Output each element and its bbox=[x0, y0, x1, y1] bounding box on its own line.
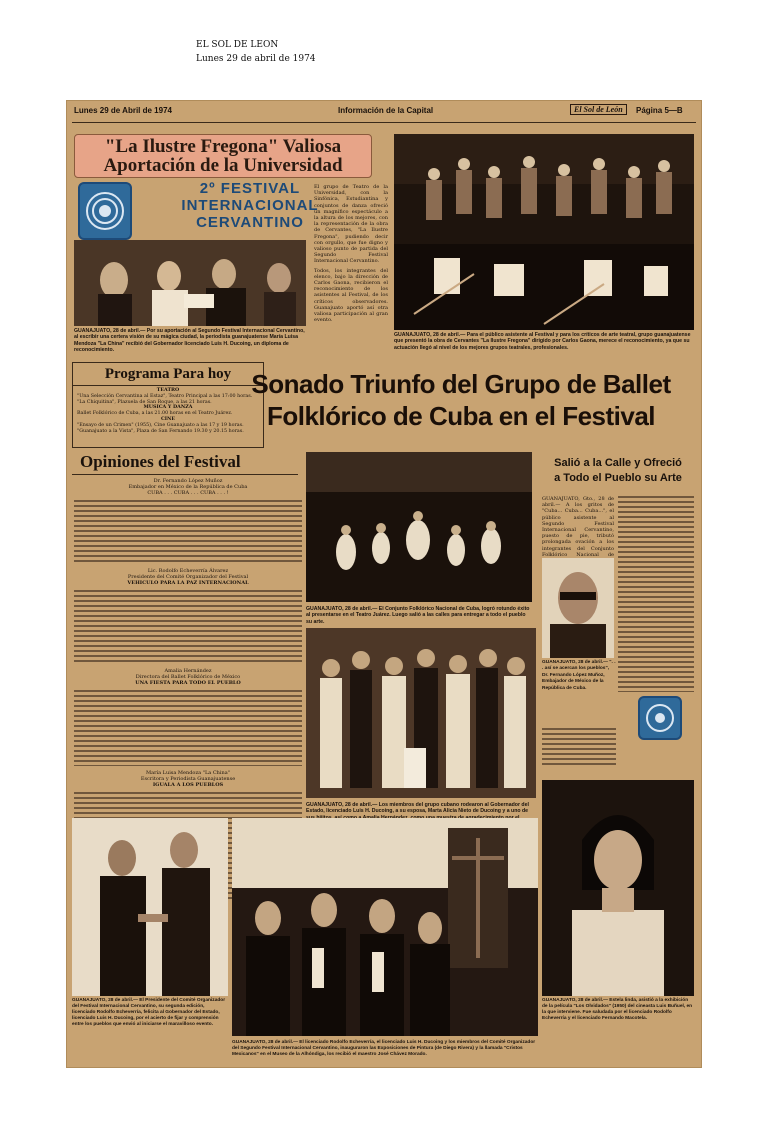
side-article-body: GUANAJUATO, Gto., 28 de abril.— A los gritos de "Cuba... Cuba... Cuba...", el público asistente al Segundo Festival Internacional Cervantino, puesto de pie, tributó prolongada ovación a los integrantes del Conjunto Folklórico Nacional de bbox=[542, 496, 614, 558]
photo-diploma bbox=[74, 240, 306, 326]
opiniones-byline-4 bbox=[74, 770, 302, 789]
side-headline-line1: Salió a la Calle y Ofreció bbox=[554, 457, 682, 469]
photo-dancers bbox=[306, 452, 532, 602]
photo-crowd bbox=[306, 628, 536, 798]
caption-theater: GUANAJUATO, 28 de abril.— Para el público asistente al Festival y para los críticos de arte teatral, grupo guanajuatense que presentó la obra de Cervantes "La Ilustre Fregona" dirigido por Carlos Gaona, merece el reconocimiento, ya que su actuación llegó al nivel de los mejores grupos teatrales, profesionales. bbox=[394, 332, 691, 351]
opiniones-text-block-1 bbox=[74, 500, 302, 564]
photo-ambassador-portrait bbox=[542, 558, 614, 658]
festival-logo-icon bbox=[78, 182, 132, 240]
article-fregona-body bbox=[314, 184, 388, 334]
programa-teatro-text: "Una Selección Cervantina al Estaz", Teatro Principal a las 17:00 horas. "La Chiquitina", Plazuela de San Roque, a las 21 horas. bbox=[77, 393, 253, 405]
festival-logo-small-icon bbox=[638, 696, 682, 740]
opiniones-byline3-role: Directora del Ballet Folklórico de México bbox=[135, 674, 241, 681]
programa-cine-label: CINE bbox=[160, 415, 176, 422]
masthead: El Sol de León bbox=[570, 104, 627, 115]
clipping-date: Lunes 29 de abril de 1974 bbox=[196, 54, 316, 64]
caption-handshake: GUANAJUATO, 28 de abril.— El Presidente del Comité Organizador del Festival Internacional Cervantino, su segunda edición, licenciado Rodolfo Echeverría, felicita al Gobernador del Estado, licenciado Luis H. Ducoing, por el acierto de fijar y comprensión entre los pueblos que envió al iniciarse el maravilloso evento. bbox=[72, 998, 226, 1027]
article-fregona-intro: El grupo de Teatro de la Universidad, con la Sinfónica, Estudiantina y conjuntos de danza ofreció un magnífico espectáculo a la altura de los mejores, con la representación de la obra de Cervantes, "La Ilustre Fregona", pudiendo decir con orgullo, que fue digno y valioso punto de partida del Segundo Festival Internacional Cervantino. bbox=[314, 184, 388, 265]
opiniones-text-block-2 bbox=[74, 590, 302, 664]
side-article-continued bbox=[542, 728, 616, 768]
header-date: Lunes 29 de Abril de 1974 bbox=[74, 106, 172, 115]
side-article-column-right bbox=[618, 496, 694, 692]
caption-diploma: GUANAJUATO, 28 de abril.— Por su aportación al Segundo Festival Internacional Cervantino, al escribir una certera visión de su mágica ciudad, la periodista guanajuatense María Luisa Mendoza "La China" recibió del Gobernador licenciado Luis H. Ducoing, un diploma de reconocimiento. bbox=[74, 328, 305, 354]
opiniones-byline2-role: Presidente del Comité Organizador del Festival bbox=[127, 574, 249, 581]
main-headline-line2: Folklórico de Cuba en el Festival bbox=[266, 401, 656, 431]
photo-theater-performance bbox=[394, 134, 694, 330]
header-section: Información de la Capital bbox=[338, 106, 434, 115]
opiniones-byline1-name: Dr. Fernando López Muñoz bbox=[153, 478, 223, 484]
main-headline bbox=[232, 368, 690, 432]
opiniones-byline4-name: María Luisa Mendoza "La China" bbox=[146, 770, 230, 776]
opiniones-title: Opiniones del Festival bbox=[80, 452, 241, 471]
caption-ambassador: GUANAJUATO, 28 de abril.— ". . . así se acercan los pueblos", Dr. Fernando López Muñoz, Embajador de México de la República de Cuba. bbox=[542, 660, 616, 691]
programa-title: Programa Para hoy bbox=[73, 363, 263, 386]
opiniones-byline3-name: Amalia Hernández bbox=[164, 668, 212, 674]
photo-handshake bbox=[72, 818, 228, 996]
opiniones-head3: UNA FIESTA PARA TODO EL PUEBLO bbox=[135, 680, 241, 687]
programa-musica-text: Ballet Folklórico de Cuba, a las 21.00 horas en el Teatro Juárez. bbox=[77, 411, 233, 417]
caption-dancers: GUANAJUATO, 28 de abril.— El Conjunto Folklórico Nacional de Cuba, logró rotundo éxito al presentarse en el Teatro Juárez. Luego salió a las calles para entregar a todo el pueblo su arte. bbox=[306, 606, 530, 625]
opiniones-byline4-role: Escritora y Periodista Guanajuatense bbox=[140, 776, 236, 783]
festival-title-line2: INTERNACIONAL bbox=[181, 197, 319, 214]
clipping-newspaper: EL SOL DE LEON bbox=[196, 40, 279, 50]
caption-exhibition: GUANAJUATO, 28 de abril.— El licenciado Rodolfo Echeverría, el licenciado Luis H. Ducoing y los miembros del Comité Organizador del Segundo Festival Internacional Cervantino, inauguraron las Exposiciones de Pintura (de Diego Rivera) y la llamada "Cristos Mexicanos" en el Museo de la Alhóndiga, los recibió el maestro José Chávez Morado. bbox=[232, 1040, 536, 1057]
photo-actress bbox=[542, 780, 694, 996]
page-number: Página 5—B bbox=[636, 106, 683, 115]
festival-title-line3: CERVANTINO bbox=[196, 214, 304, 231]
opiniones-byline1-role: Embajador en México de la República de Cuba bbox=[128, 484, 248, 491]
opiniones-head4: IGUALA A LOS PUEBLOS bbox=[152, 782, 224, 789]
programa-musica-label: MUSICA Y DANZA bbox=[143, 404, 193, 411]
opiniones-byline-2 bbox=[74, 568, 302, 587]
photo-exhibition bbox=[232, 818, 538, 1036]
programa-cine-text: "Ensayo de un Crimen" (1955), Cine Guanajuato a las 17 y 19 horas. "Guanajuato a la Vista", Plaza de San Fernando 19.30 y 20.15 horas. bbox=[77, 422, 244, 434]
header-rule bbox=[72, 122, 696, 123]
opiniones-text-block-3 bbox=[74, 690, 302, 766]
caption-crowd: GUANAJUATO, 28 de abril.— Los miembros del grupo cubano rodearon al Gobernador del Estado, licenciado Luis H. Ducoing, a su esposa, Marta Alicia Nieto de Ducoing y a uno de bbox=[306, 802, 529, 815]
programa-teatro-label: TEATRO bbox=[156, 387, 180, 393]
opiniones-head2: VEHICULO PARA LA PAZ INTERNACIONAL bbox=[127, 580, 249, 587]
headline-fregona-line1: "La Ilustre Fregona" Valiosa bbox=[104, 136, 342, 157]
main-headline-line1: Sonado Triunfo del Grupo de Ballet bbox=[251, 369, 671, 399]
opiniones-byline-3 bbox=[74, 668, 302, 687]
caption-actress: GUANAJUATO, 28 de abril.— Estela linda, asistió a la exhibición de la película "Los Olvidados" (1950) del cineasta Luis Buñuel, en la que interviene. Fue saludada por el licenciado Rodolfo Echeverría y el licenciado Fernando Macotela. bbox=[542, 998, 693, 1021]
side-headline-line2: a Todo el Pueblo su Arte bbox=[554, 472, 682, 484]
opiniones-byline2-name: Lic. Rodolfo Echeverría Álvarez bbox=[147, 568, 229, 574]
headline-box-fregona bbox=[74, 134, 372, 178]
festival-title-line1: 2º FESTIVAL bbox=[199, 180, 301, 197]
newspaper-page bbox=[66, 100, 702, 1068]
headline-fregona-line2: Aportación de la Universidad bbox=[103, 155, 343, 176]
side-headline bbox=[540, 456, 696, 486]
article-fregona-body2: Todos, los integrantes del elenco, bajo la dirección de Carlos Gaona, recibieron el reconocimiento de los asistentes al Festival, de los críticos observadores. Guanajuato aportó así otra valiosa participación al gran evento. bbox=[314, 267, 388, 324]
clipping-label bbox=[196, 38, 316, 66]
opiniones-quote1: CUBA . . . CUBA . . . CUBA . . . ! bbox=[147, 490, 229, 497]
opiniones-rule bbox=[72, 474, 298, 475]
opiniones-byline-1 bbox=[74, 478, 302, 497]
